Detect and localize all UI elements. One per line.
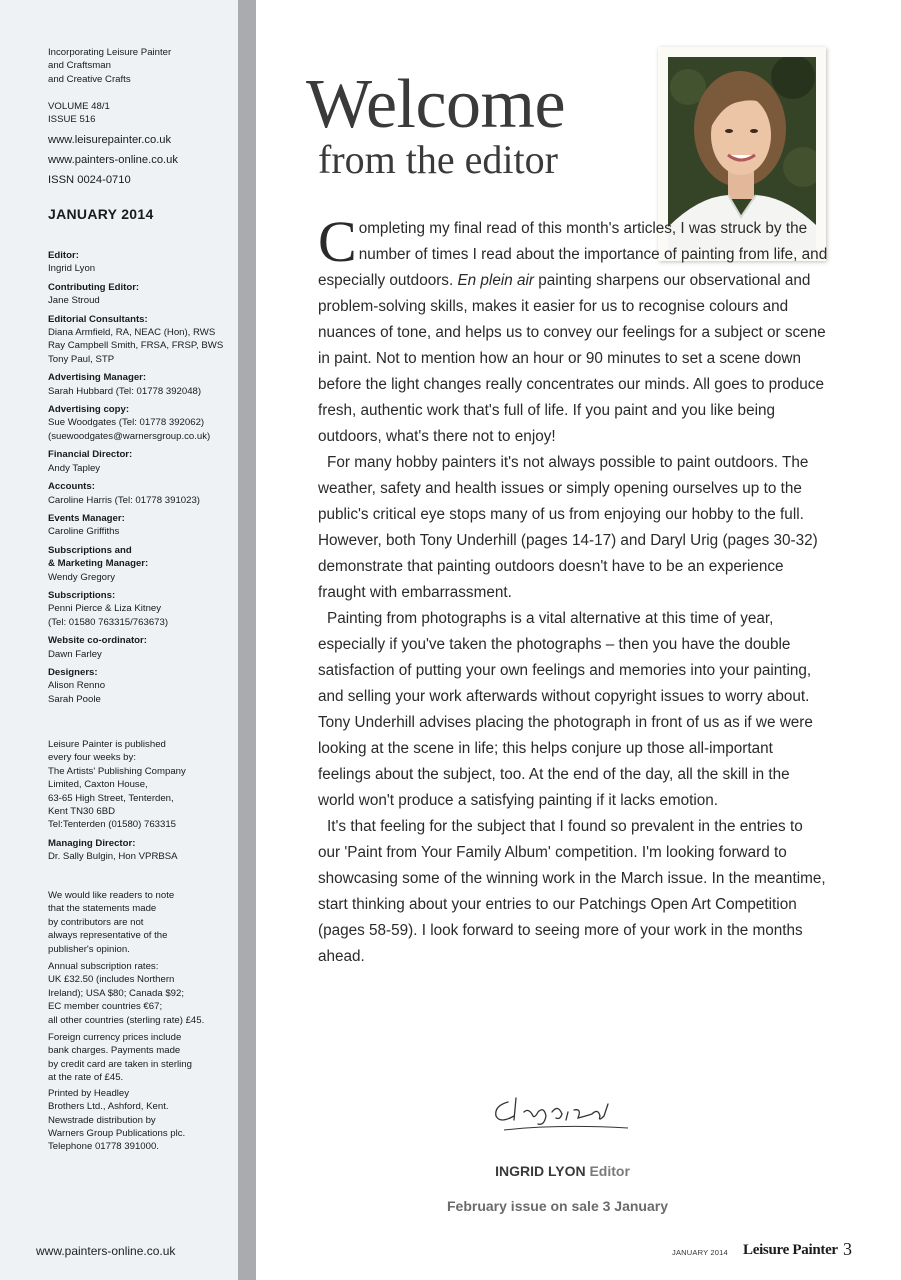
staff-entry — [48, 634, 233, 661]
subscription-rates — [48, 960, 233, 1027]
staff-role: Website co-ordinator: — [48, 635, 147, 647]
disclaimer-line: publisher's opinion. — [48, 943, 130, 955]
volume-block — [48, 100, 233, 127]
foreign-line: bank charges. Payments made — [48, 1045, 181, 1057]
drop-cap: C — [318, 209, 357, 274]
staff-name: Sarah Hubbard (Tel: 01778 392048) — [48, 385, 202, 397]
foreign-line: Foreign currency prices include — [48, 1032, 182, 1044]
staff-name: Dawn Farley — [48, 648, 102, 660]
article-paragraph: It's that feeling for the subject that I found so prevalent in the entries to our 'Paint from Your Family Album' competition. I'm looking forward to showcasing some of the winning work in the March issue. In the meantime, start thinking about your entries to our Patchings Open Art Competition (pages 58-59). I look forward to seeing more of your work in the months ahead. — [318, 818, 826, 965]
paragraph-text: ompleting my final read of this month's articles, I was struck by the number of times I read about the importance of painting from life, and especially outdoors. — [318, 220, 828, 289]
footer-brand: Leisure Painter — [743, 1242, 838, 1258]
publisher-line: Limited, Caxton House, — [48, 779, 148, 791]
staff-entry — [48, 403, 233, 443]
editor-role: Editor — [589, 1163, 630, 1179]
web-link-painters-online[interactable]: www.painters-online.co.uk — [48, 154, 178, 166]
issue: ISSUE 516 — [48, 114, 96, 126]
staff-name: Penni Pierce & Liza Kitney — [48, 603, 162, 615]
staff-entry — [48, 448, 233, 475]
article-paragraph: For many hobby painters it's not always possible to paint outdoors. The weather, safety and health issues or simply opening ourselves up to the public's critical eye stops many of us from enjoying our hobby to the full. However, both Tony Underhill (pages 14-17) and Daryl Urig (pages 30-32) demonstrate that painting outdoors doesn't have to be an experience fraught with embarrassment. — [318, 454, 818, 601]
disclaimer-line: We would like readers to note — [48, 890, 175, 901]
staff-name: Alison Renno — [48, 680, 106, 692]
sidebar-divider — [238, 0, 256, 1280]
staff-entry — [48, 544, 233, 584]
paragraph-text: painting sharpens our observational and problem-solving skills, makes it easier for us to recognise colours and nuances of tone, and helps us to convey our feelings for a subject or scene in paint. Not to mention how an hour or 90 minutes to set a scene down before the light changes really concentrates our minds. All goes to produce fresh, authentic work that's full of life. If you paint and you like being outdoors, what's there not to enjoy! — [318, 272, 826, 445]
printer-info — [48, 1087, 233, 1154]
staff-list — [48, 249, 233, 711]
publisher-line: 63-65 High Street, Tenterden, — [48, 792, 174, 804]
staff-role: Editor: — [48, 250, 79, 261]
staff-name: Diana Armfield, RA, NEAC (Hon), RWS — [48, 327, 216, 339]
publisher-block — [48, 738, 233, 864]
editorial-article — [318, 209, 828, 970]
issue-date: JANUARY 2014 — [48, 206, 154, 222]
incorporating-line: and Creative Crafts — [48, 73, 131, 85]
staff-role: Financial Director: — [48, 449, 133, 461]
staff-entry — [48, 666, 233, 706]
staff-entry — [48, 512, 233, 539]
staff-role: Managing Director: — [48, 837, 136, 849]
staff-role: Editorial Consultants: — [48, 313, 148, 325]
staff-name: Ingrid Lyon — [48, 263, 96, 275]
rates-line: Ireland); USA $80; Canada $92; — [48, 987, 185, 999]
emphasis-text: En plein air — [457, 272, 534, 289]
foreign-line: by credit card are taken in sterling — [48, 1058, 192, 1070]
staff-name: Andy Tapley — [48, 462, 101, 474]
staff-name: Caroline Harris (Tel: 01778 391023) — [48, 494, 200, 506]
staff-entry — [48, 480, 233, 507]
staff-name: Jane Stroud — [48, 295, 100, 307]
page-subtitle: from the editor — [318, 137, 558, 182]
incorporating-line: and Craftsman — [48, 60, 111, 72]
staff-name: Tony Paul, STP — [48, 353, 115, 365]
staff-name: Sue Woodgates (Tel: 01778 392062) — [48, 417, 205, 429]
staff-entry — [48, 281, 233, 308]
printer-line: Telephone 01778 391000. — [48, 1141, 159, 1153]
rates-line: EC member countries €67; — [48, 1001, 163, 1013]
staff-role: Subscriptions and — [48, 544, 132, 556]
masthead-sidebar — [0, 0, 238, 1280]
staff-email[interactable]: (suewoodgates@warnersgroup.co.uk) — [48, 430, 211, 442]
staff-role: Advertising copy: — [48, 404, 130, 416]
staff-name: Wendy Gregory — [48, 571, 116, 583]
staff-name: Sarah Poole — [48, 693, 101, 705]
staff-role: Events Manager: — [48, 512, 125, 524]
foreign-line: at the rate of £45. — [48, 1072, 124, 1084]
staff-name: Dr. Sally Bulgin, Hon VPRBSA — [48, 851, 178, 863]
staff-name: Caroline Griffiths — [48, 526, 120, 538]
printer-line: Warners Group Publications plc. — [48, 1127, 186, 1139]
web-link-leisurepainter[interactable]: www.leisurepainter.co.uk — [48, 134, 172, 146]
disclaimer-line: always representative of the — [48, 930, 168, 942]
incorporating-line: Incorporating Leisure Painter — [48, 47, 172, 58]
footer-url[interactable]: www.painters-online.co.uk — [36, 1244, 176, 1258]
page-number: 3 — [843, 1239, 852, 1259]
rates-line: UK £32.50 (includes Northern — [48, 974, 175, 986]
next-issue-notice: February issue on sale 3 January — [447, 1198, 668, 1214]
staff-role: Subscriptions: — [48, 589, 116, 601]
disclaimer-line: by contributors are not — [48, 916, 144, 928]
printer-line: Printed by Headley — [48, 1087, 130, 1099]
editor-signoff — [0, 1163, 901, 1179]
rates-line: Annual subscription rates: — [48, 961, 159, 973]
issn: ISSN 0024-0710 — [48, 174, 131, 186]
publisher-line: Tel:Tenterden (01580) 763315 — [48, 819, 177, 831]
publisher-line: Leisure Painter is published — [48, 739, 166, 750]
article-paragraph — [318, 209, 828, 450]
staff-role: Designers: — [48, 666, 98, 678]
footer-date: JANUARY 2014 — [672, 1248, 728, 1257]
editor-name: INGRID LYON — [495, 1163, 586, 1179]
printer-line: Newstrade distribution by — [48, 1114, 156, 1126]
staff-role: Advertising Manager: — [48, 372, 147, 384]
publisher-line: every four weeks by: — [48, 752, 136, 764]
staff-role: & Marketing Manager: — [48, 558, 149, 570]
article-paragraph: Painting from photographs is a vital alternative at this time of year, especially if you've taken the photographs – then you have the double satisfaction of putting your own feelings and memories into your painting, and selling your work afterwards without copyright issues to worry about. Tony Underhill advises placing the photograph in front of us as if we were looking at the scene in life; this helps conjure up those all-important feelings about the subject, too. At the end of the day, all the skill in the world won't produce a satisfying painting if it lacks emotion. — [318, 610, 813, 809]
rates-line: all other countries (sterling rate) £45. — [48, 1014, 205, 1026]
editor-signature — [488, 1090, 638, 1140]
staff-entry — [48, 589, 233, 629]
web-block — [48, 130, 233, 190]
staff-entry — [48, 313, 233, 367]
staff-role: Accounts: — [48, 481, 95, 493]
staff-name: (Tel: 01580 763315/763673) — [48, 616, 169, 628]
publisher-line: The Artists' Publishing Company — [48, 765, 186, 777]
managing-director — [48, 837, 233, 864]
disclaimer-line: that the statements made — [48, 903, 157, 915]
staff-role: Contributing Editor: — [48, 281, 140, 293]
foreign-currency-note — [48, 1031, 233, 1085]
incorporating-block — [48, 46, 233, 86]
page-title: Welcome — [306, 66, 566, 143]
staff-entry — [48, 249, 233, 276]
printer-line: Brothers Ltd., Ashford, Kent. — [48, 1101, 169, 1113]
volume: VOLUME 48/1 — [48, 101, 110, 112]
staff-entry — [48, 371, 233, 398]
staff-name: Ray Campbell Smith, FRSA, FRSP, BWS — [48, 340, 224, 352]
disclaimer-block — [48, 889, 233, 1154]
publisher-line: Kent TN30 6BD — [48, 806, 116, 818]
